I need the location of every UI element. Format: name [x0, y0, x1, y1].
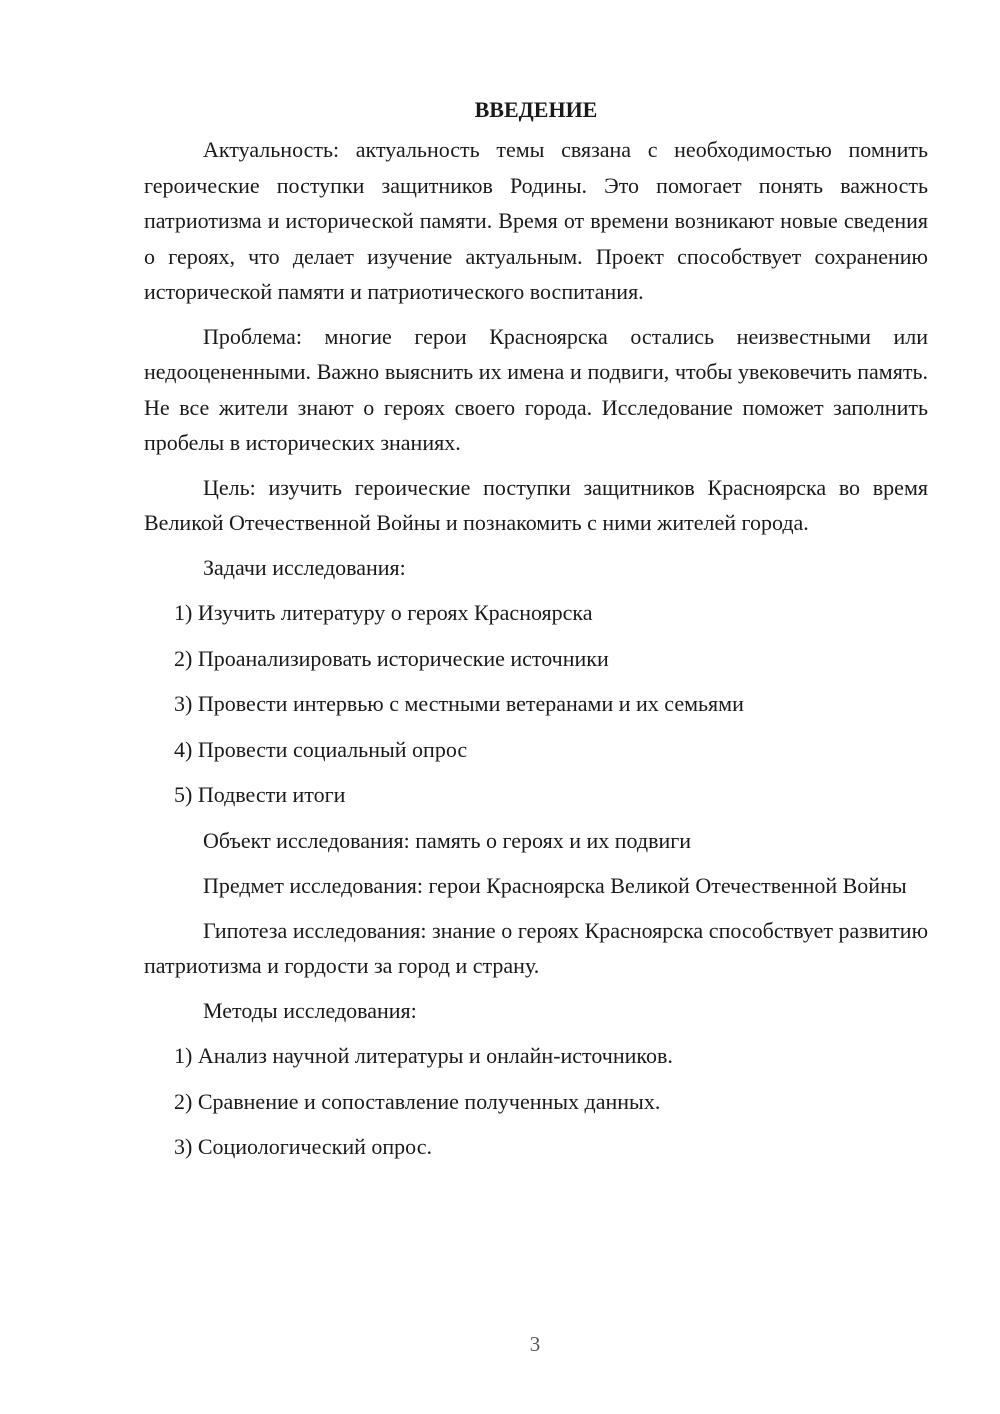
task-item-2: 2) Проанализировать исторические источники — [174, 645, 609, 671]
research-object: Объект исследования: память о героях и их подвиги — [203, 827, 692, 853]
task-item-1: 1) Изучить литературу о героях Красноярска — [174, 600, 593, 625]
tasks-title: Задачи исследования: — [203, 554, 406, 580]
research-subject: Предмет исследования: герои Красноярска Великой Отечественной Войны — [203, 873, 907, 898]
page-number: 3 — [529, 1332, 541, 1356]
relevance-paragraph: Актуальность: актуальность темы связана с необходимостью помнить героические поступки защитников Родины. Это помогает понять важность патриотизма и исторической памяти. Время от времени возникают новые сведения о героях, что делает изучение актуальным. Проект способствует сохранению исторической памяти и патриотического воспитания. — [144, 137, 928, 304]
task-item-4: 4) Провести социальный опрос — [174, 736, 468, 762]
page-content — [144, 90, 928, 1175]
task-item-3: 3) Провести интервью с местными ветеранами и их семьями — [174, 691, 744, 716]
research-hypothesis: Гипотеза исследования: знание о героях Красноярска способствует развитию патриотизма и гордости за город и страну. — [144, 917, 928, 978]
method-item-1: 1) Анализ научной литературы и онлайн-источников. — [174, 1043, 673, 1068]
method-item-3: 3) Социологический опрос. — [174, 1134, 432, 1159]
methods-title: Методы исследования: — [203, 997, 417, 1023]
section-heading: ВВЕДЕНИЕ — [474, 97, 598, 122]
problem-paragraph: Проблема: многие герои Красноярска остались неизвестными или недооцененными. Важно выяснить их имена и подвиги, чтобы увековечить память. Не все жители знают о героях своего города. Исследование поможет заполнить пробелы в исторических знаниях. — [144, 323, 928, 455]
task-item-5: 5) Подвести итоги — [174, 782, 346, 807]
goal-paragraph: Цель: изучить героические поступки защитников Красноярска во время Великой Отечественной Войны и познакомить с ними жителей города. — [144, 474, 928, 535]
method-item-2: 2) Сравнение и сопоставление полученных данных. — [174, 1088, 661, 1114]
